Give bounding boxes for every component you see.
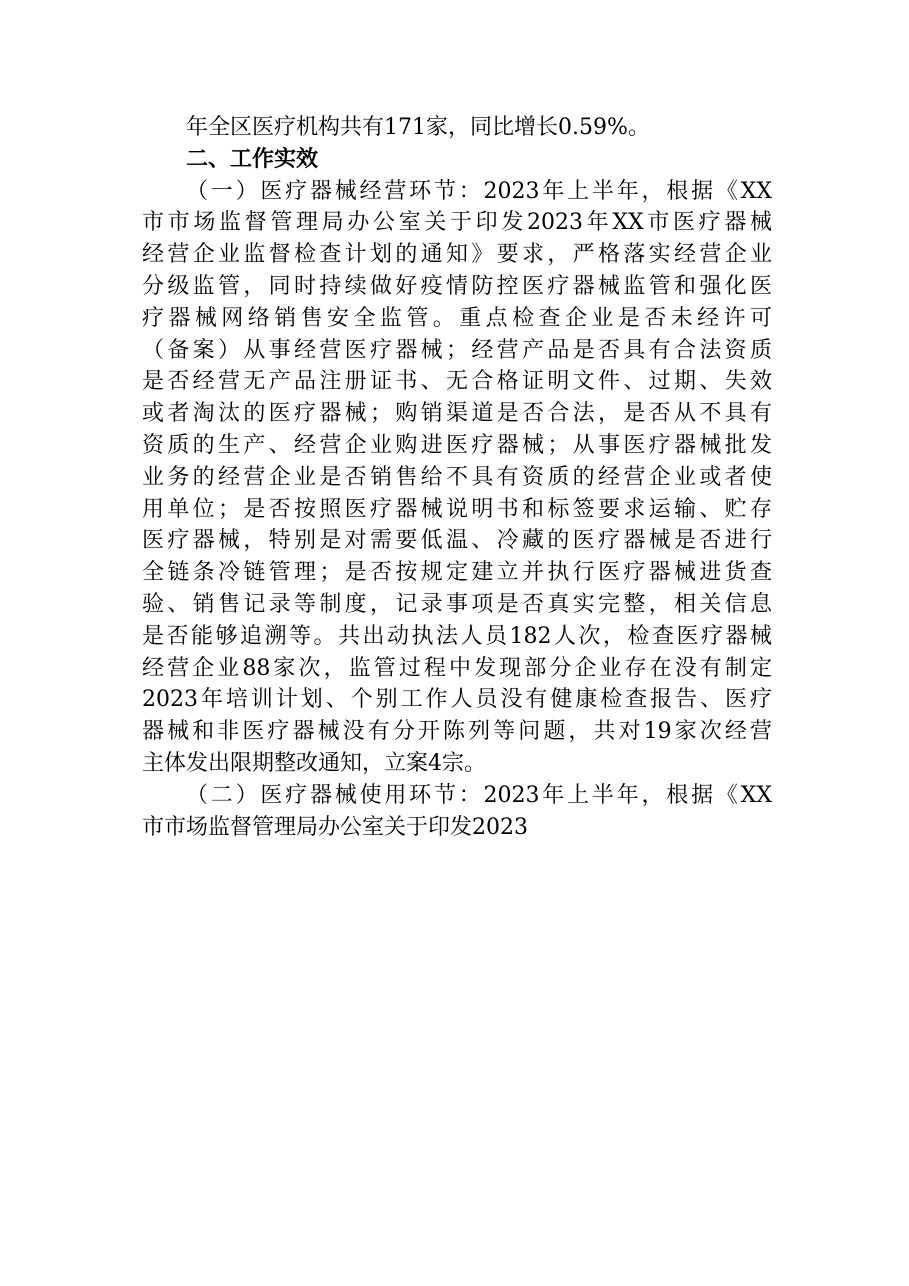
paragraph-line: 是否经营无产品注册证书、无合格证明文件、过期、失效: [142, 369, 772, 395]
paragraph-line: （二）医疗器械使用环节：2023年上半年，根据《XX: [186, 782, 772, 808]
paragraph-line: 业务的经营企业是否销售给不具有资质的经营企业或者使: [142, 464, 772, 490]
paragraph-line: 2023年培训计划、个别工作人员没有健康检查报告、医疗: [142, 687, 772, 713]
paragraph-line: 医疗器械，特别是对需要低温、冷藏的医疗器械是否进行: [142, 528, 772, 554]
paragraph-use-stage: [142, 780, 772, 844]
paragraph-line: 验、销售记录等制度，记录事项是否真实完整，相关信息: [142, 591, 772, 617]
document-body: [142, 112, 772, 843]
paragraph-line: （一）医疗器械经营环节：2023年上半年，根据《XX: [186, 178, 772, 204]
paragraph-line: 用单位；是否按照医疗器械说明书和标签要求运输、贮存: [142, 496, 772, 522]
paragraph-line: 市市场监督管理局办公室关于印发2023年XX市医疗器械: [142, 210, 772, 236]
paragraph-line: 或者淘汰的医疗器械；购销渠道是否合法，是否从不具有: [142, 401, 772, 427]
paragraph-line: 市市场监督管理局办公室关于印发2023: [142, 814, 528, 840]
paragraph-line: 经营企业88家次，监管过程中发现部分企业存在没有制定: [142, 655, 772, 681]
paragraph-line: 经营企业监督检查计划的通知》要求，严格落实经营企业: [142, 242, 772, 268]
paragraph-line: 全链条冷链管理；是否按规定建立并执行医疗器械进货查: [142, 560, 772, 586]
paragraph-line: 疗器械网络销售安全监管。重点检查企业是否未经许可: [142, 305, 772, 331]
paragraph-line: （备案）从事经营医疗器械；经营产品是否具有合法资质: [142, 337, 772, 363]
paragraph-line: 主体发出限期整改通知，立案4宗。: [142, 750, 486, 776]
section-heading: 二、工作实效: [186, 146, 319, 172]
paragraph-line: 分级监管，同时持续做好疫情防控医疗器械监管和强化医: [142, 273, 772, 299]
paragraph-line: 资质的生产、经营企业购进医疗器械；从事医疗器械批发: [142, 432, 772, 458]
paragraph-operation-stage: [142, 176, 772, 780]
paragraph-line: 器械和非医疗器械没有分开陈列等问题，共对19家次经营: [142, 719, 772, 745]
paragraph-line: 是否能够追溯等。共出动执法人员182人次，检查医疗器械: [142, 623, 772, 649]
intro-line: 年全区医疗机构共有171家，同比增长0.59%。: [186, 115, 650, 140]
